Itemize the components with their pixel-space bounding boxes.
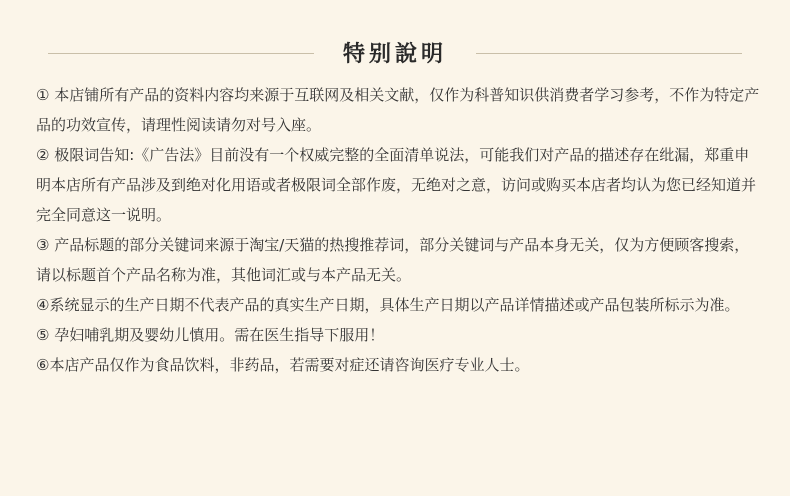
note-6-text: ⑥本店产品仅作为食品饮料，非药品，若需要对症还请咨询医疗专业人士。 — [36, 356, 530, 374]
header — [48, 36, 742, 72]
page-title: 特别說明 — [342, 41, 447, 67]
note-2-text: ② 极限词告知:《广告法》目前没有一个权威完整的全面清单说法，可能我们对产品的描述存在纰漏，郑重申明本店所有产品涉及到绝对化用语或者极限词全部作废，无绝对之意，访问或购买本店者均认为您已经知道并完全同意这一说明。 — [36, 146, 757, 224]
note-1-text: ① 本店铺所有产品的资料内容均来源于互联网及相关文献，仅作为科普知识供消费者学习参考，不作为特定产品的功效宣传，请理性阅读请勿对号入座。 — [36, 86, 760, 134]
note-5-text: ⑤ 孕妇哺乳期及婴幼儿慎用。需在医生指导下服用！ — [36, 326, 385, 344]
note-4-text: ④系统显示的生产日期不代表产品的真实生产日期，具体生产日期以产品详情描述或产品包装所标示为准。 — [36, 296, 740, 314]
header-divider-left — [48, 53, 314, 54]
notes-list — [36, 80, 760, 380]
header-divider-right — [476, 53, 742, 54]
note-3-text: ③ 产品标题的部分关键词来源于淘宝/天猫的热搜推荐词，部分关键词与产品本身无关，仅为方便顾客搜索，请以标题首个产品名称为准，其他词汇或与本产品无关。 — [36, 236, 750, 284]
